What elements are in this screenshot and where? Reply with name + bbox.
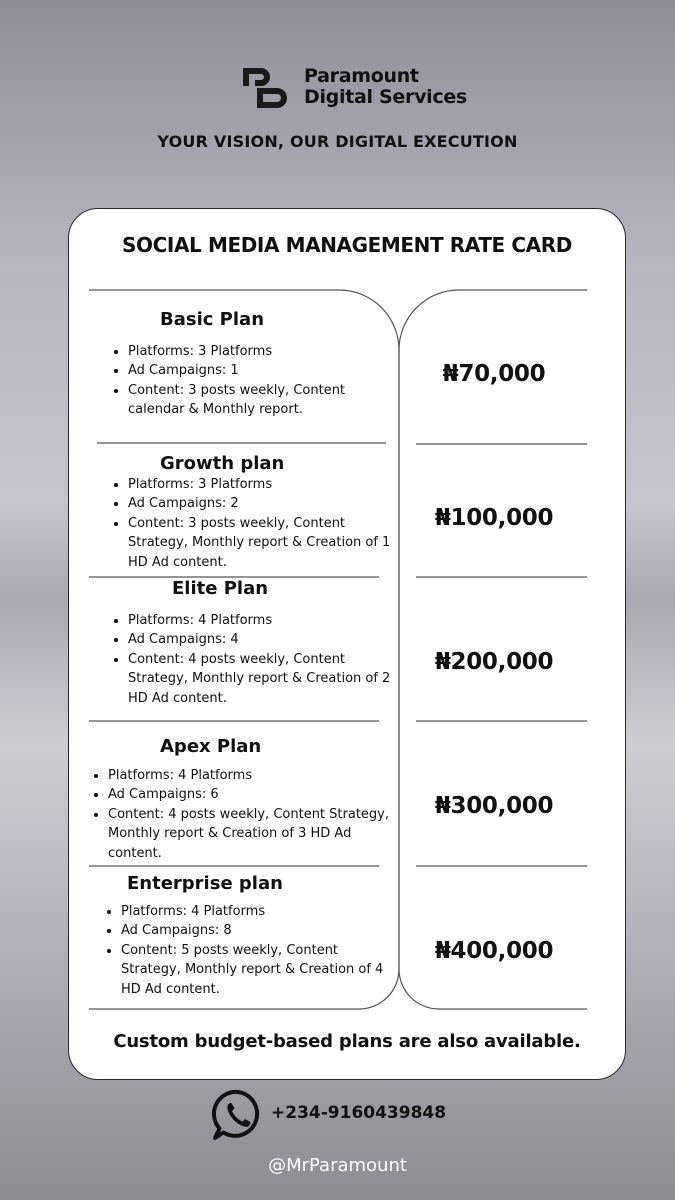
plan-price-growth: ₦100,000 [434, 505, 554, 531]
feature-item: • Platforms: 3 Platforms [128, 342, 398, 361]
feature-item: • Ad Campaigns: 6 [108, 785, 398, 804]
whatsapp-icon[interactable] [211, 1088, 265, 1142]
feature-item: • Ad Campaigns: 4 [128, 630, 398, 649]
plan-name-apex: Apex Plan [160, 736, 262, 757]
brand-name [304, 66, 467, 108]
plan-price-elite: ₦200,000 [434, 649, 554, 675]
feature-item: • Content: 4 posts weekly, Content Strategy, Monthly report & Creation of 3 HD Ad content. [108, 805, 398, 863]
brand-line-2: Digital Services [304, 86, 467, 108]
feature-item: • Platforms: 3 Platforms [128, 475, 398, 494]
tagline: YOUR VISION, OUR DIGITAL EXECUTION [157, 132, 518, 151]
feature-item: • Ad Campaigns: 1 [128, 361, 398, 380]
rate-card [68, 208, 626, 1080]
feature-item: • Ad Campaigns: 2 [128, 494, 398, 513]
plan-price-enterprise: ₦400,000 [434, 938, 554, 964]
feature-item: • Platforms: 4 Platforms [128, 611, 398, 630]
social-handle[interactable]: @MrParamount [268, 1155, 407, 1176]
brand-line-1: Paramount [304, 65, 419, 87]
plan-features-growth [108, 475, 398, 572]
plan-name-elite: Elite Plan [172, 578, 269, 599]
plan-name-enterprise: Enterprise plan [127, 873, 283, 894]
card-title: SOCIAL MEDIA MANAGEMENT RATE CARD [122, 233, 572, 257]
feature-item: • Content: 3 posts weekly, Content calendar & Monthly report. [128, 381, 398, 420]
plan-name-basic: Basic Plan [160, 309, 265, 330]
feature-item: • Platforms: 4 Platforms [121, 902, 399, 921]
feature-item: • Platforms: 4 Platforms [108, 766, 398, 785]
custom-plans-note: Custom budget-based plans are also available. [113, 1031, 581, 1052]
plan-features-basic [108, 342, 398, 420]
plan-price-apex: ₦300,000 [434, 793, 554, 819]
plan-name-growth: Growth plan [160, 453, 285, 474]
plan-price-basic: ₦70,000 [442, 361, 546, 387]
feature-item: • Ad Campaigns: 8 [121, 921, 399, 940]
header [0, 0, 675, 200]
feature-item: • Content: 3 posts weekly, Content Strategy, Monthly report & Creation of 1 HD Ad content. [128, 514, 398, 572]
pd-logo-icon [241, 66, 291, 110]
plan-features-enterprise [101, 902, 399, 999]
feature-item: • Content: 5 posts weekly, Content Strategy, Monthly report & Creation of 4 HD Ad content. [121, 941, 399, 999]
plan-features-elite [108, 611, 398, 708]
feature-item: • Content: 4 posts weekly, Content Strategy, Monthly report & Creation of 2 HD Ad content. [128, 650, 398, 708]
plan-features-apex [88, 766, 398, 863]
phone-number[interactable]: +234-9160439848 [271, 1103, 447, 1123]
